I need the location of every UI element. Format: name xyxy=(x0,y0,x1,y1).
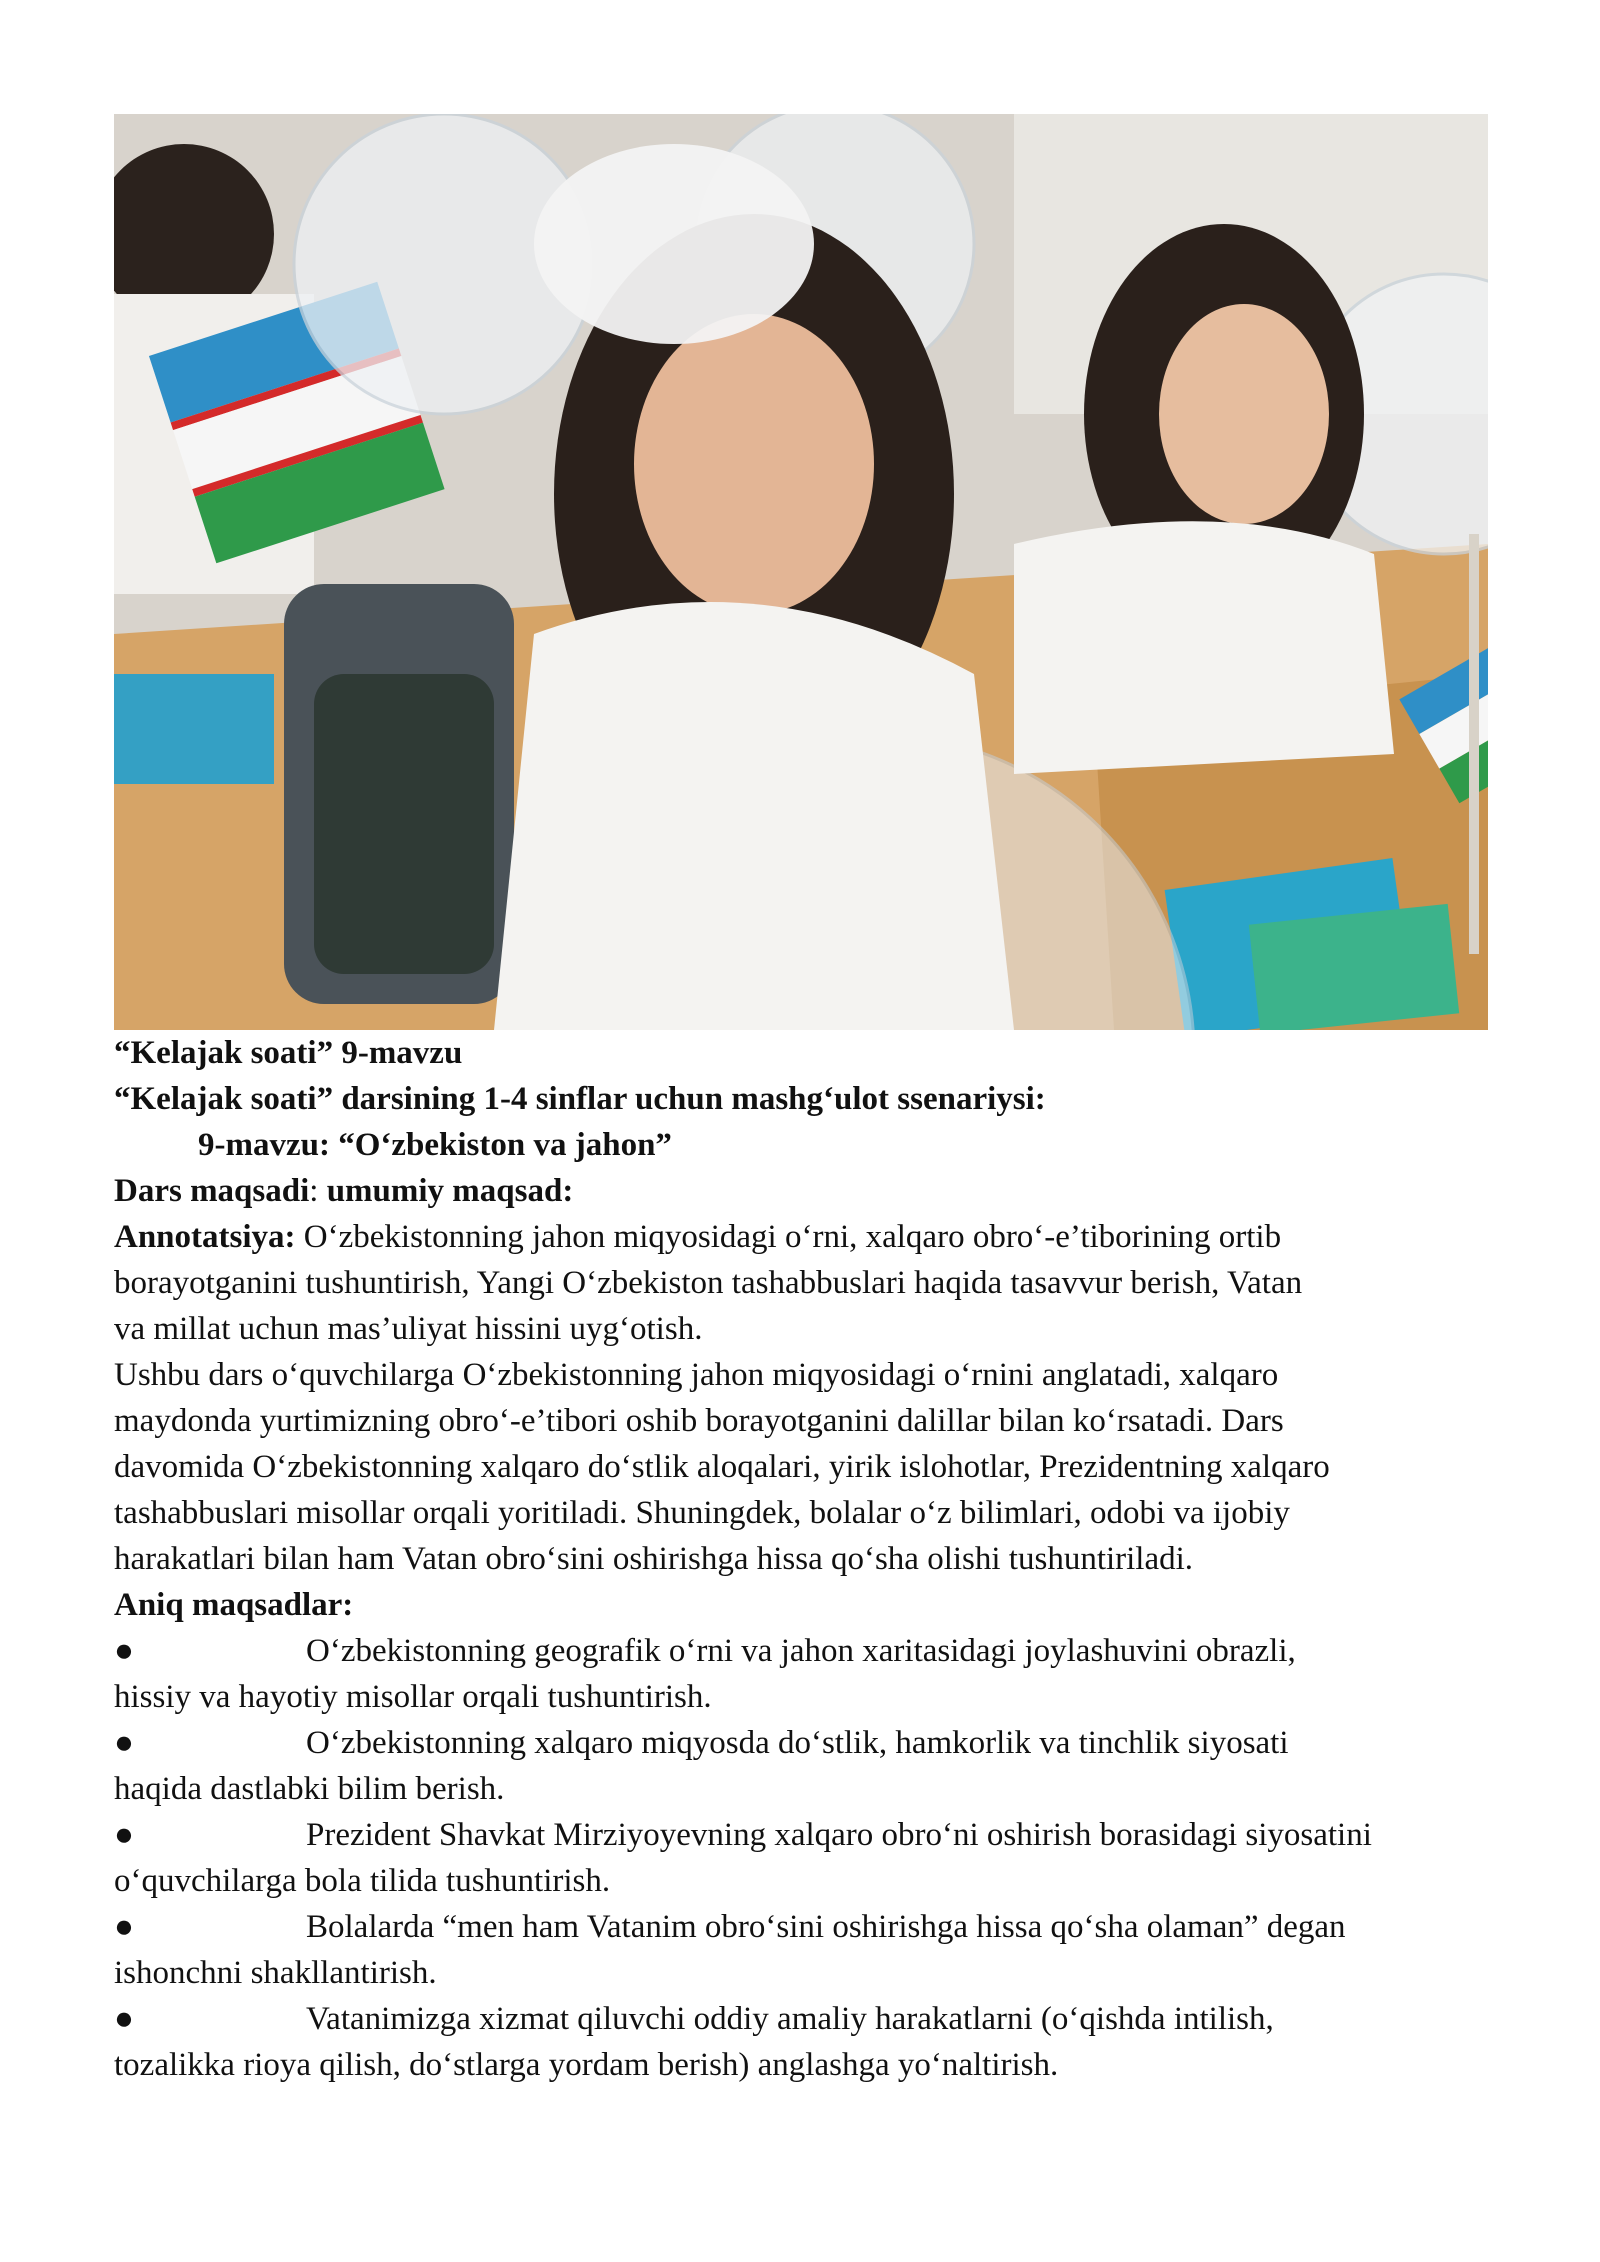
lesson-goal-value: umumiy maqsad: xyxy=(326,1173,574,1209)
description-line: tashabbuslari misollar orqali yoritiladi. Shuningdek, bolalar o‘z bilimlari, odobi va ijobiy xyxy=(114,1495,1290,1531)
bullet-icon: ● xyxy=(114,1909,134,1945)
description-line: harakatlari bilan ham Vatan obro‘sini oshirishga hissa qo‘sha olishi tushuntiriladi. xyxy=(114,1541,1194,1577)
bullet-icon: ● xyxy=(114,1817,134,1853)
lesson-goal xyxy=(114,1168,1514,1214)
list-item-text: ishonchni shakllantirish. xyxy=(114,1955,437,1991)
list-item-text: o‘quvchilarga bola tilida tushuntirish. xyxy=(114,1863,611,1899)
objectives-list xyxy=(114,1628,1514,2088)
bullet-icon: ● xyxy=(114,1725,134,1761)
objectives-title: Aniq maqsadlar: xyxy=(114,1587,354,1623)
heading-subject: 9-mavzu: “O‘zbekiston va jahon” xyxy=(198,1127,672,1163)
description-line: maydonda yurtimizning obro‘-e’tibori oshib borayotganini dalillar bilan ko‘rsatadi. Dars xyxy=(114,1403,1284,1439)
heading-scenario: “Kelajak soati” darsining 1-4 sinflar uchun mashg‘ulot ssenariysi: xyxy=(114,1081,1046,1117)
list-item xyxy=(114,1720,1514,1812)
list-item xyxy=(114,1812,1514,1904)
classroom-photo-illustration xyxy=(114,114,1488,1030)
classroom-photo xyxy=(114,114,1488,1030)
description-block xyxy=(114,1352,1514,1582)
list-item-text: Bolalarda “men ham Vatanim obro‘sini oshirishga hissa qo‘sha olaman” degan xyxy=(306,1909,1346,1945)
list-item xyxy=(114,1628,1514,1720)
document-page xyxy=(114,114,1514,2088)
list-item-text: Prezident Shavkat Mirziyoyevning xalqaro obro‘ni oshirish borasidagi siyosatini xyxy=(306,1817,1372,1853)
description-line: davomida O‘zbekistonning xalqaro do‘stlik aloqalari, yirik islohotlar, Prezidentning xalqaro xyxy=(114,1449,1330,1485)
annotation-label: Annotatsiya: xyxy=(114,1219,296,1255)
list-item-text: tozalikka rioya qilish, do‘stlarga yordam berish) anglashga yo‘naltirish. xyxy=(114,2047,1059,2083)
bullet-icon: ● xyxy=(114,2001,134,2037)
list-item-text: Vatanimizga xizmat qiluvchi oddiy amaliy harakatlarni (o‘qishda intilish, xyxy=(306,2001,1274,2037)
annotation-line xyxy=(114,1214,1514,1260)
list-item xyxy=(114,1904,1514,1996)
annotation-text-3: va millat uchun mas’uliyat hissini uyg‘otish. xyxy=(114,1311,703,1347)
annotation-block xyxy=(114,1214,1514,1352)
description-line: Ushbu dars o‘quvchilarga O‘zbekistonning jahon miqyosidagi o‘rnini anglatadi, xalqaro xyxy=(114,1357,1279,1393)
list-item-text: O‘zbekistonning geografik o‘rni va jahon xaritasidagi joylashuvini obrazli, xyxy=(306,1633,1296,1669)
lesson-goal-colon: : xyxy=(309,1173,327,1209)
list-item-text: hissiy va hayotiy misollar orqali tushuntirish. xyxy=(114,1679,712,1715)
lesson-goal-label: Dars maqsadi xyxy=(114,1173,310,1209)
annotation-text-1: O‘zbekistonning jahon miqyosidagi o‘rni, xalqaro obro‘-e’tiborining ortib xyxy=(295,1219,1282,1255)
list-item-text: haqida dastlabki bilim berish. xyxy=(114,1771,505,1807)
bullet-icon: ● xyxy=(114,1633,134,1669)
list-item xyxy=(114,1996,1514,2088)
annotation-text-2: borayotganini tushuntirish, Yangi O‘zbekiston tashabbuslari haqida tasavvur berish, Vatan xyxy=(114,1265,1303,1301)
list-item-text: O‘zbekistonning xalqaro miqyosda do‘stlik, hamkorlik va tinchlik siyosati xyxy=(306,1725,1289,1761)
heading-topic: “Kelajak soati” 9-mavzu xyxy=(114,1035,463,1071)
